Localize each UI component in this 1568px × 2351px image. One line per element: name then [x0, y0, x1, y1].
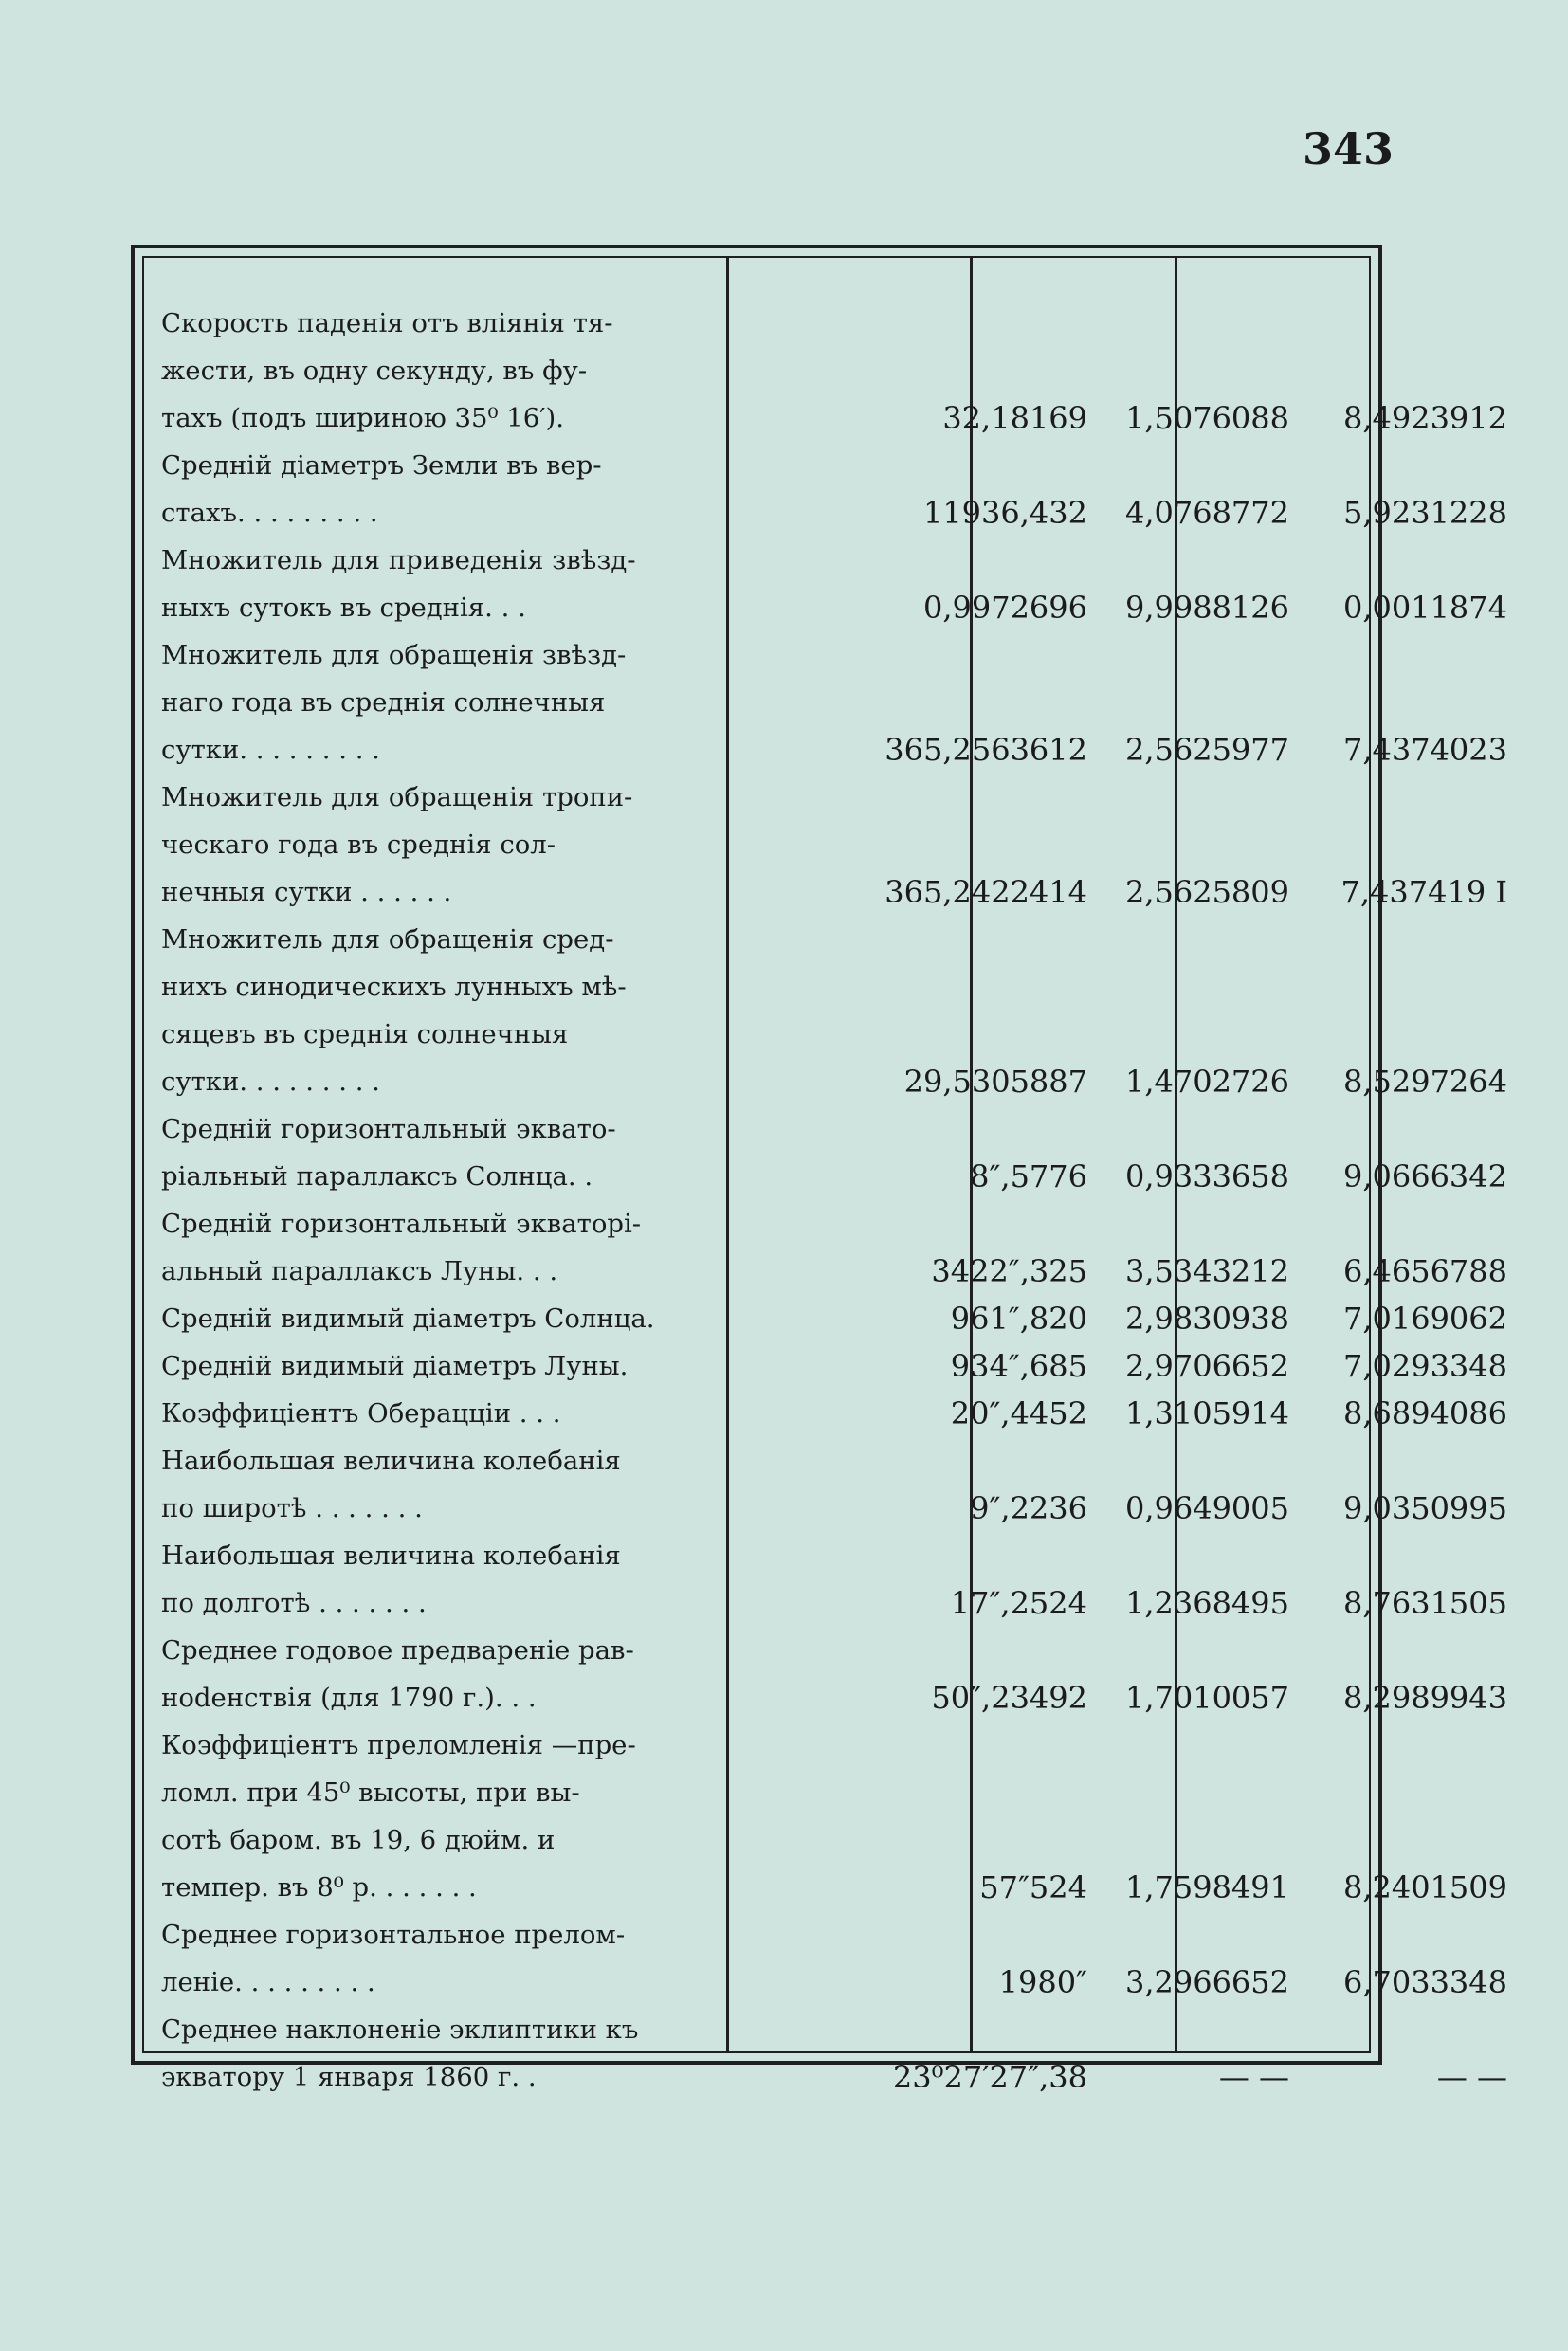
- complement-log-value: 7,4374023: [1342, 732, 1507, 768]
- value-number: 32,18169: [942, 400, 1087, 436]
- row-label-line: ныхъ сутокъ въ среднія. . .: [161, 592, 526, 623]
- row-label-line: леніе. . . . . . . . .: [161, 1967, 375, 1997]
- complement-log-value: 6,4656788: [1342, 1253, 1507, 1289]
- log-value: — —: [1218, 2059, 1289, 2095]
- complement-log-value: 7,0169062: [1342, 1301, 1507, 1337]
- row-label: [161, 300, 702, 442]
- value-number: 365,2422414: [884, 874, 1087, 910]
- row-label-line: сутки. . . . . . . . .: [161, 1066, 380, 1097]
- complement-log-value: 8,4923912: [1342, 400, 1507, 436]
- table-row: [144, 1532, 1507, 1627]
- log-value: 1,2368495: [1124, 1585, 1289, 1621]
- table-row: [144, 1627, 1507, 1722]
- log-value: 1,7598491: [1124, 1869, 1289, 1905]
- value-number: 1980″: [998, 1964, 1087, 2000]
- row-label-line: сутки. . . . . . . . .: [161, 735, 380, 765]
- row-label: [161, 1627, 702, 1722]
- log-value: 3,2966652: [1124, 1964, 1289, 2000]
- row-label-line: Средній діаметръ Земли въ вер-: [161, 450, 602, 481]
- table-row: [144, 774, 1507, 916]
- row-label-line: сяцевъ въ среднія солнечныя: [161, 1019, 569, 1049]
- row-label-line: по долготѣ . . . . . . .: [161, 1588, 427, 1618]
- complement-log-value: 5,9231228: [1342, 495, 1507, 531]
- row-label-line: Множитель для приведенія звѣзд-: [161, 545, 636, 575]
- row-label-line: Коэффиціентъ Оберацціи . . .: [161, 1398, 561, 1429]
- value-number: 17″,2524: [950, 1585, 1087, 1621]
- row-label-line: Средній видимый діаметръ Солнца.: [161, 1303, 655, 1334]
- row-label-line: тахъ (подъ шириною 35⁰ 16′).: [161, 403, 565, 433]
- row-label: [161, 442, 702, 537]
- complement-log-value: — —: [1436, 2059, 1507, 2095]
- value-number: 50″,23492: [931, 1680, 1087, 1716]
- complement-log-value: 8,7631505: [1342, 1585, 1507, 1621]
- row-label-line: ломл. при 45⁰ высоты, при вы-: [161, 1777, 580, 1808]
- page-number: 343: [1302, 123, 1394, 174]
- complement-log-value: 8,2989943: [1342, 1680, 1507, 1716]
- row-label-line: альный параллаксъ Луны. . .: [161, 1256, 558, 1286]
- row-label: [161, 1437, 702, 1532]
- table-row: [144, 300, 1507, 442]
- log-value: 1,5076088: [1124, 400, 1289, 436]
- table-row: [144, 1200, 1507, 1295]
- complement-log-value: 9,0350995: [1342, 1490, 1507, 1526]
- row-label-line: Средній горизонтальный экваторі-: [161, 1209, 642, 1239]
- log-value: 4,0768772: [1124, 495, 1289, 531]
- row-label: [161, 916, 702, 1105]
- row-label-line: Коэффиціентъ преломленія —пре-: [161, 1730, 636, 1760]
- table-row: [144, 916, 1507, 1105]
- row-label: [161, 1722, 702, 1911]
- complement-log-value: 7,0293348: [1342, 1348, 1507, 1384]
- value-number: 29,5305887: [903, 1064, 1087, 1100]
- table-row: [144, 442, 1507, 537]
- value-number: 20″,4452: [950, 1395, 1087, 1431]
- log-value: 0,9649005: [1124, 1490, 1289, 1526]
- row-label: [161, 537, 702, 631]
- row-label: [161, 1200, 702, 1295]
- row-label-line: Средній горизонтальный эквато-: [161, 1114, 616, 1144]
- table-row: [144, 1390, 1507, 1437]
- complement-log-value: 7,437419 I: [1340, 874, 1507, 910]
- row-label-line: Среднее горизонтальное прелом-: [161, 1920, 626, 1950]
- row-label-line: наго года въ среднія солнечныя: [161, 687, 606, 718]
- log-value: 1,4702726: [1124, 1064, 1289, 1100]
- row-label-line: стахъ. . . . . . . . .: [161, 498, 378, 528]
- row-label: [161, 1105, 702, 1200]
- constants-table: [131, 245, 1507, 2095]
- row-label-line: ческаго года въ среднія сол-: [161, 829, 556, 860]
- row-label: [161, 631, 702, 774]
- complement-log-value: 8,2401509: [1342, 1869, 1507, 1905]
- table-inner-border: [142, 256, 1507, 2095]
- table-rows: [144, 300, 1507, 2101]
- log-value: 9,9988126: [1124, 590, 1289, 626]
- row-label-line: сотѣ баром. въ 19, 6 дюйм. и: [161, 1825, 556, 1855]
- table-row: [144, 1437, 1507, 1532]
- complement-log-value: 8,5297264: [1342, 1064, 1507, 1100]
- value-number: 934″,685: [950, 1348, 1087, 1384]
- value-number: 8″,5776: [970, 1158, 1087, 1194]
- table-row: [144, 1295, 1507, 1342]
- value-number: 0,9972696: [922, 590, 1087, 626]
- row-label-line: жести, въ одну секунду, въ фу-: [161, 355, 588, 386]
- value-number: 23⁰27′27″,38: [892, 2059, 1087, 2095]
- row-label-line: Наибольшая величина колебанія: [161, 1540, 621, 1571]
- value-number: 57″524: [979, 1869, 1087, 1905]
- table-row: [144, 1342, 1507, 1390]
- table-row: [144, 1105, 1507, 1200]
- row-label: [161, 2006, 702, 2101]
- row-label-line: Множитель для обращенія сред-: [161, 924, 614, 955]
- value-number: 3422″,325: [931, 1253, 1087, 1289]
- log-value: 2,5625809: [1124, 874, 1289, 910]
- log-value: 1,3105914: [1124, 1395, 1289, 1431]
- row-label: [161, 1342, 702, 1390]
- complement-log-value: 9,0666342: [1342, 1158, 1507, 1194]
- row-label-line: по широтѣ . . . . . . .: [161, 1493, 423, 1523]
- row-label-line: нечныя сутки . . . . . .: [161, 877, 452, 907]
- row-label-line: Средній видимый діаметръ Луны.: [161, 1351, 629, 1381]
- row-label: [161, 774, 702, 916]
- row-label-line: Наибольшая величина колебанія: [161, 1446, 621, 1476]
- value-number: 365,2563612: [884, 732, 1087, 768]
- table-row: [144, 537, 1507, 631]
- row-label-line: нodенствія (для 1790 г.). . .: [161, 1683, 537, 1713]
- row-label-line: Множитель для обращенія тропи-: [161, 782, 633, 812]
- row-label: [161, 1911, 702, 2006]
- row-label-line: Среднее наклоненіе эклиптики къ: [161, 2014, 639, 2045]
- value-number: 961″,820: [950, 1301, 1087, 1337]
- row-label-line: темпер. въ 8⁰ р. . . . . . .: [161, 1872, 477, 1903]
- row-label: [161, 1390, 702, 1437]
- table-row: [144, 1722, 1507, 1911]
- table-row: [144, 1911, 1507, 2006]
- log-value: 0,9333658: [1124, 1158, 1289, 1194]
- value-number: 11936,432: [922, 495, 1087, 531]
- complement-log-value: 8,6894086: [1342, 1395, 1507, 1431]
- log-value: 2,5625977: [1124, 732, 1289, 768]
- row-label-line: нихъ синодическихъ лунныхъ мѣ-: [161, 972, 627, 1002]
- complement-log-value: 0,0011874: [1342, 590, 1507, 626]
- row-label: [161, 1295, 702, 1342]
- log-value: 1,7010057: [1124, 1680, 1289, 1716]
- row-label-line: Среднее годовое предвареніе рав-: [161, 1635, 634, 1666]
- row-label-line: экватору 1 января 1860 г. .: [161, 2062, 537, 2092]
- row-label-line: ріальный параллаксъ Солнца. .: [161, 1161, 593, 1192]
- value-number: 9″,2236: [970, 1490, 1087, 1526]
- log-value: 2,9830938: [1124, 1301, 1289, 1337]
- row-label-line: Скорость паденія отъ вліянія тя-: [161, 308, 613, 338]
- row-label-line: Множитель для обращенія звѣзд-: [161, 640, 627, 670]
- log-value: 2,9706652: [1124, 1348, 1289, 1384]
- row-label: [161, 1532, 702, 1627]
- table-row: [144, 2006, 1507, 2101]
- log-value: 3,5343212: [1124, 1253, 1289, 1289]
- table-row: [144, 631, 1507, 774]
- complement-log-value: 6,7033348: [1342, 1964, 1507, 2000]
